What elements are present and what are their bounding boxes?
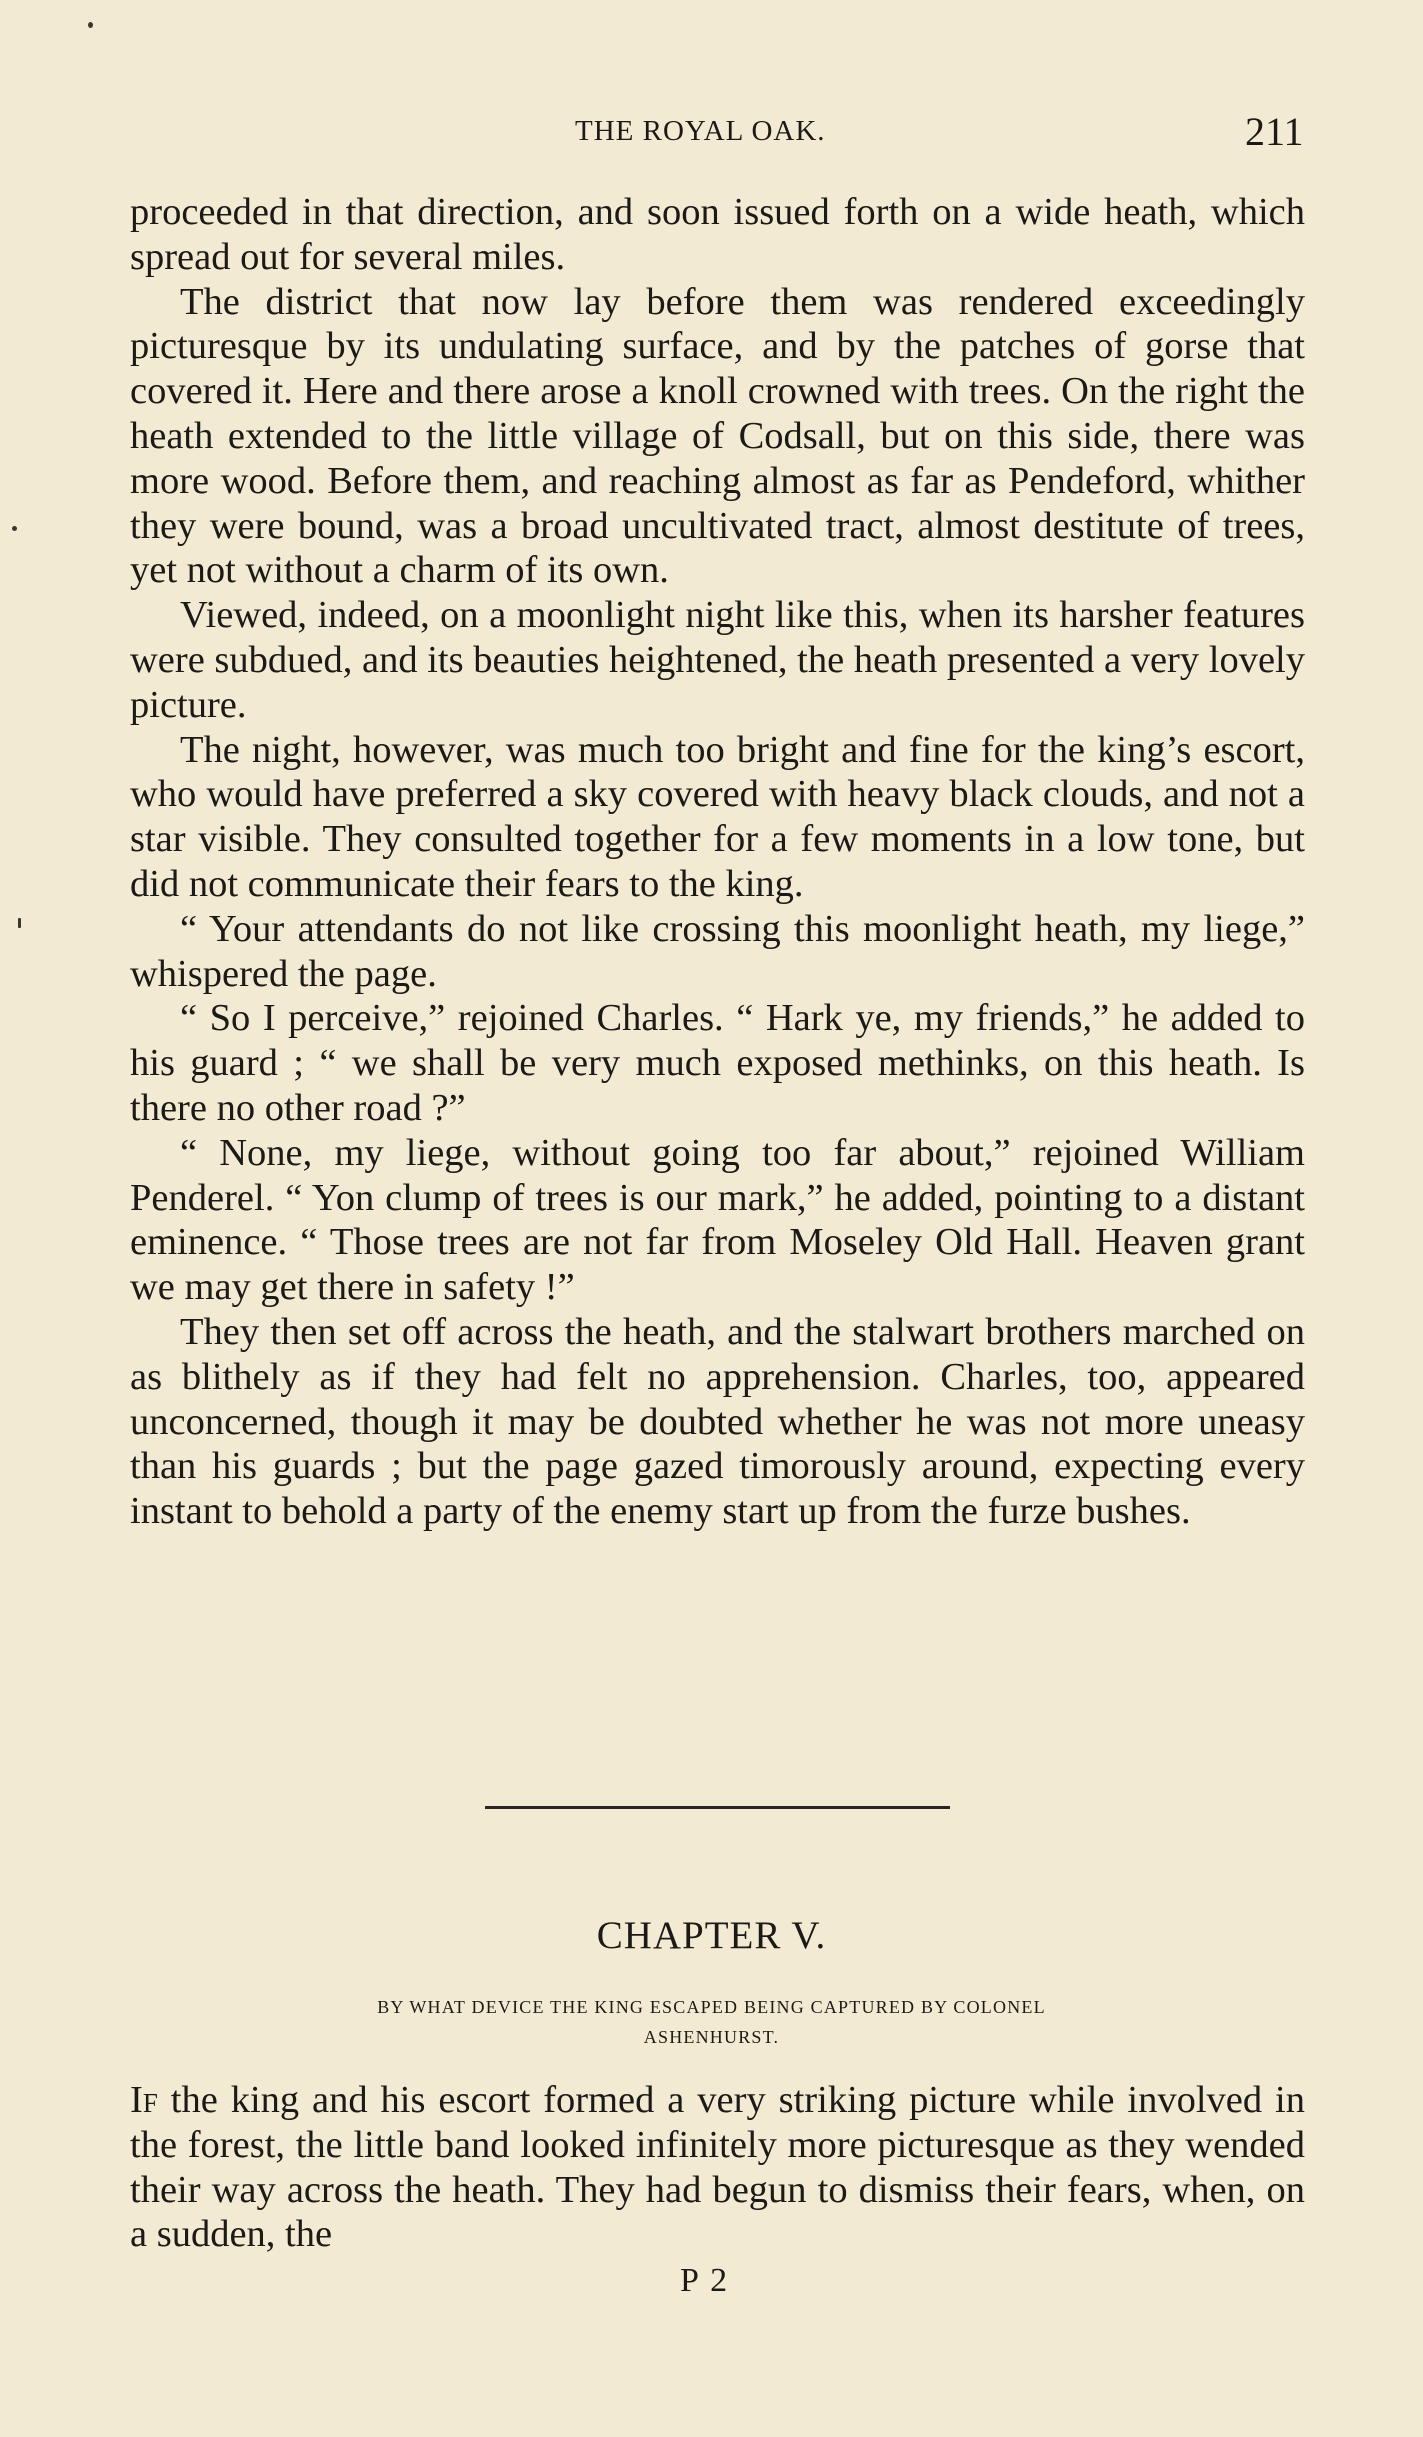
paragraph: proceeded in that direction, and soon issued forth on a wide heath, which spread out for several miles. (130, 191, 1305, 278)
ink-speck (18, 918, 21, 928)
paragraph: They then set off across the heath, and the stalwart brothers marched on as blithely as if they had felt no apprehension. Charles, too, appeared unconcerned, though it may be doubted whether he was not more uneasy than his guards ; but the page gazed timorously around, expecting every instant to behold a party of the enemy start up from the furze bushes. (130, 1310, 1305, 1533)
opening-word: If (130, 2079, 158, 2121)
paragraph: “ So I perceive,” rejoined Charles. “ Hark ye, my friends,” he added to his guard ; “ we shall be very much exposed methinks, on this heath. Is there no other road ?” (130, 997, 1305, 1129)
chapter-opening (130, 2078, 1305, 2257)
body-text (130, 190, 1305, 1534)
ink-speck (88, 22, 93, 28)
chapter-subtitle (200, 1992, 1223, 2052)
paragraph: The district that now lay before them was rendered exceedingly picturesque by its undulating surface, and by the patches of gorse that covered it. Here and there arose a knoll crowned with trees. On the right the heath extended to the little village of Codsall, but on this side, there was more wood. Before them, and reaching almost as far as Pendeford, whither they were bound, was a broad uncultivated tract, almost destitute of trees, yet not without a charm of its own. (130, 280, 1305, 592)
signature-mark: P 2 (680, 2262, 730, 2299)
page-number: 211 (1245, 109, 1304, 154)
paragraph: The night, however, was much too bright and fine for the king’s escort, who would have preferred a sky covered with heavy black clouds, and not a star visible. They consulted together for a few moments in a low tone, but did not communicate their fears to the king. (130, 728, 1305, 905)
running-title: THE ROYAL OAK. (575, 115, 826, 147)
chapter-subtitle-line: ASHENHURST. (643, 2027, 780, 2047)
paragraph: “ None, my liege, without going too far about,” rejoined William Penderel. “ Yon clump of trees is our mark,” he added, pointing to a distant eminence. “ Those trees are not far from Moseley Old Hall. Heaven grant we may get there in safety !” (130, 1131, 1305, 1309)
paragraph: Viewed, indeed, on a moonlight night like this, when its harsher features were subdued, and its beauties heightened, the heath presented a very lovely picture. (130, 594, 1305, 726)
opening-text: the king and his escort formed a very striking picture while involved in the forest, the little band looked infinitely more picturesque as they wended their way across the heath. They had begun to dismiss their fears, when, on a sudden, the (130, 2079, 1305, 2256)
chapter-title: CHAPTER V. (596, 1914, 827, 1957)
chapter-subtitle-line: BY WHAT DEVICE THE KING ESCAPED BEING CAPTURED BY COLONEL (377, 1997, 1046, 2017)
ink-speck (12, 526, 17, 531)
paragraph: “ Your attendants do not like crossing this moonlight heath, my liege,” whispered the page. (130, 907, 1305, 995)
chapter-opening-paragraph (130, 2078, 1305, 2257)
section-divider (485, 1806, 950, 1809)
